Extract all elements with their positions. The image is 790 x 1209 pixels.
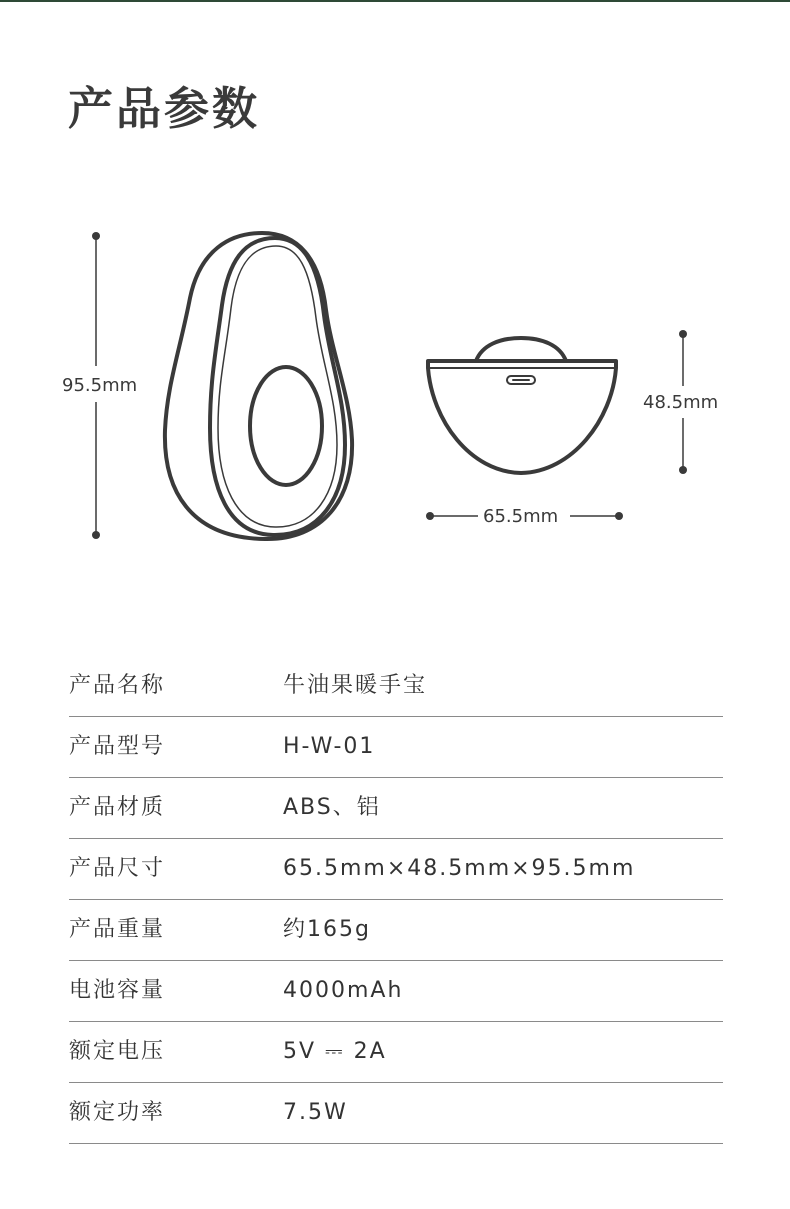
spec-row-weight [69, 900, 723, 961]
spec-row-material [69, 778, 723, 839]
spec-value: 7.5W [283, 1100, 348, 1125]
page-title: 产品参数 [68, 82, 261, 135]
spec-label: 产品尺寸 [69, 856, 166, 881]
avocado-front-view [165, 233, 352, 539]
depth-label: 48.5mm [643, 392, 719, 413]
top-rule [0, 0, 790, 2]
spec-label: 产品材质 [69, 795, 166, 820]
spec-value: 牛油果暖手宝 [283, 673, 428, 698]
spec-row-size [69, 839, 723, 900]
avocado-front-face [210, 238, 345, 535]
avocado-side-view [428, 338, 616, 473]
spec-value: H-W-01 [283, 734, 376, 759]
spec-row-name [69, 656, 723, 717]
spec-label: 产品重量 [69, 917, 166, 942]
spec-value: 5V ⎓ 2A [283, 1039, 387, 1064]
spec-label: 产品型号 [69, 734, 166, 759]
height-label: 95.5mm [62, 375, 138, 396]
spec-value: 约165g [283, 917, 371, 942]
spec-row-voltage [69, 1022, 723, 1083]
spec-label: 额定功率 [69, 1100, 166, 1125]
spec-label: 额定电压 [69, 1039, 166, 1064]
avocado-pit [250, 367, 322, 485]
spec-value: 65.5mm×48.5mm×95.5mm [283, 856, 636, 881]
product-dimension-drawing [0, 200, 790, 560]
height-dimension [62, 232, 137, 539]
side-view-knob [476, 338, 566, 361]
spec-row-model [69, 717, 723, 778]
spec-table [69, 656, 723, 1144]
side-view-body [428, 361, 616, 473]
width-dimension [426, 506, 623, 527]
depth-dimension [643, 330, 718, 474]
spec-row-battery [69, 961, 723, 1022]
spec-label: 产品名称 [69, 673, 166, 698]
spec-value: 4000mAh [283, 978, 404, 1003]
spec-row-power [69, 1083, 723, 1144]
width-label: 65.5mm [483, 506, 559, 527]
spec-label: 电池容量 [69, 978, 166, 1003]
spec-value: ABS、铝 [283, 795, 381, 820]
